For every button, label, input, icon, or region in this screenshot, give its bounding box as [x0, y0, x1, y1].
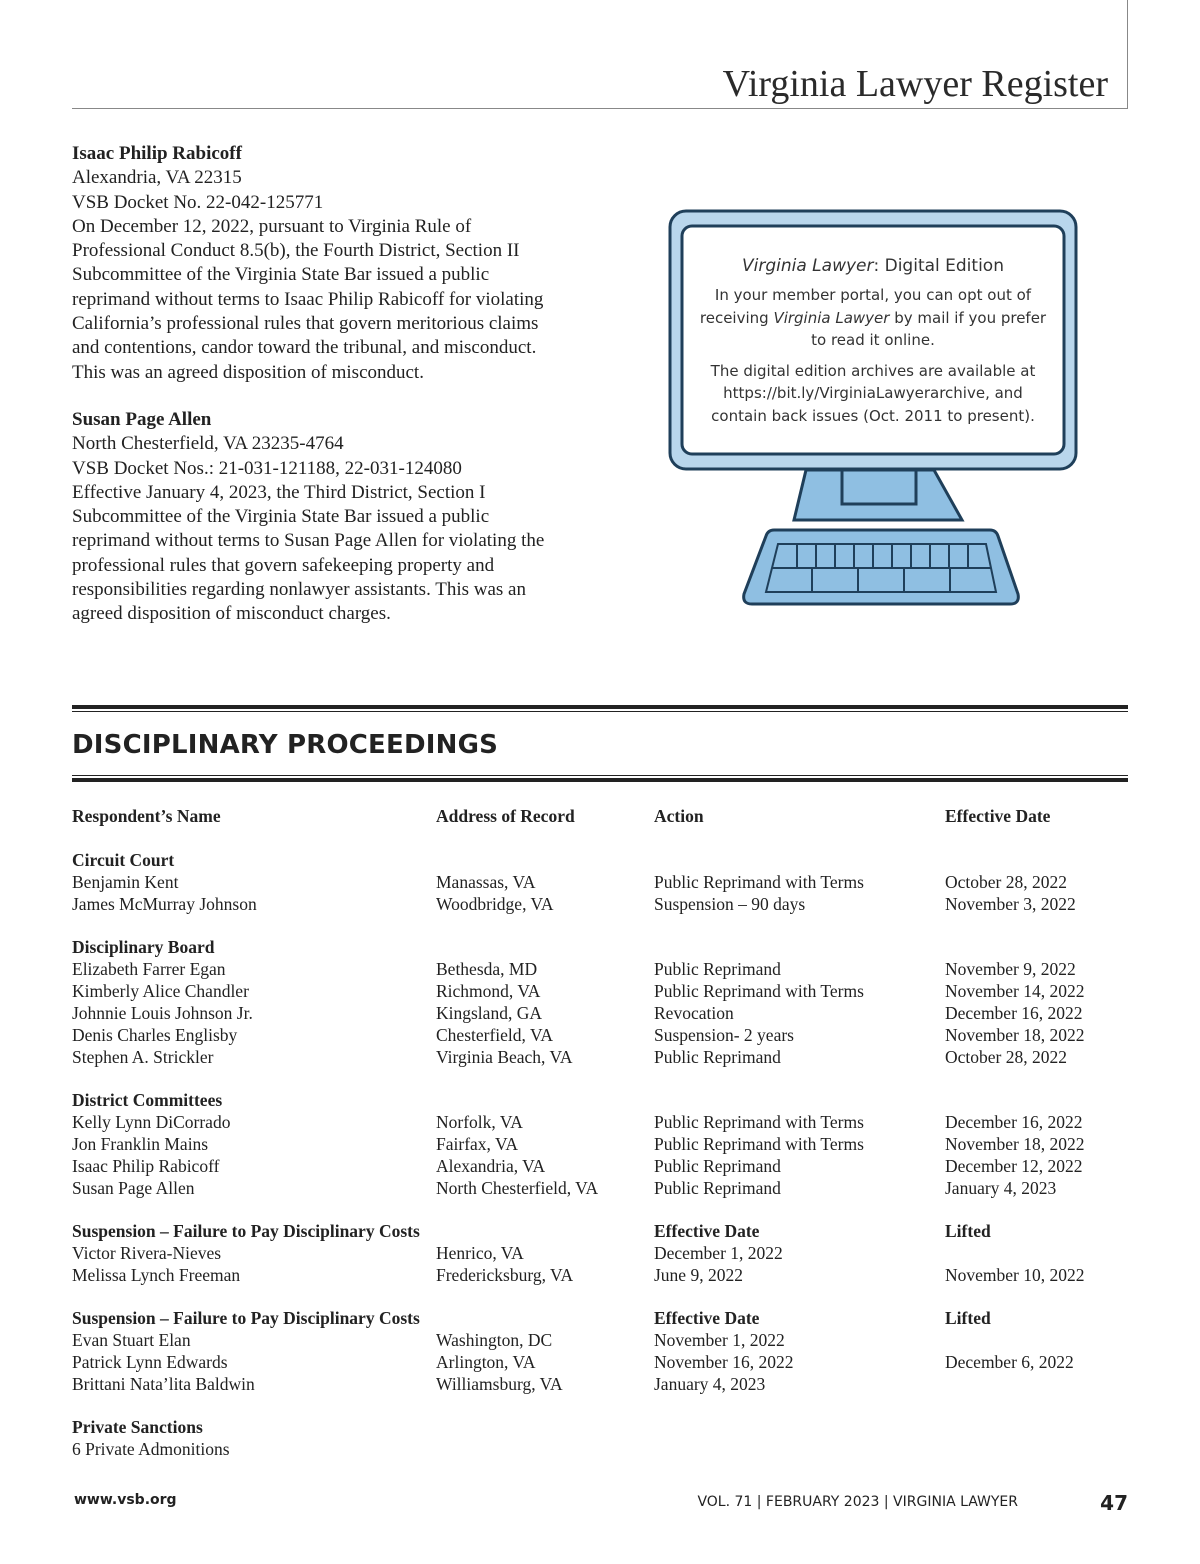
table-row [72, 1155, 1128, 1177]
lifted-date: November 10, 2022 [945, 1265, 1085, 1285]
effective-date: November 14, 2022 [945, 981, 1085, 1001]
table-row [72, 893, 1128, 915]
table-row [72, 1438, 1128, 1460]
group-heading [72, 849, 1128, 871]
address: Washington, DC [436, 1330, 553, 1350]
effective-date: December 16, 2022 [945, 1112, 1083, 1132]
table-row [72, 1024, 1128, 1046]
respondent-name: Evan Stuart Elan [72, 1330, 191, 1350]
digital-edition-callout [666, 208, 1080, 608]
entry-line: VSB Docket Nos.: 21-031-121188, 22-031-124080 [72, 457, 462, 479]
effective-date: November 9, 2022 [945, 959, 1076, 979]
respondent-name: Susan Page Allen [72, 1178, 195, 1198]
respondent-name: Elizabeth Farrer Egan [72, 959, 226, 979]
action: Public Reprimand [654, 1178, 781, 1198]
respondent-name: Johnnie Louis Johnson Jr. [72, 1003, 253, 1023]
respondent-name: Victor Rivera-Nieves [72, 1243, 222, 1263]
section-top-rule [72, 705, 1128, 712]
respondent-name: Brittani Nata’lita Baldwin [72, 1374, 255, 1394]
text-line: The digital edition archives are available at [710, 361, 1036, 380]
action: Public Reprimand with Terms [654, 1112, 864, 1132]
running-header-title: Virginia Lawyer Register [722, 63, 1108, 105]
column-header-date: Effective Date [945, 806, 1051, 826]
entry-line: agreed disposition of misconduct charges. [72, 603, 391, 625]
archive-paragraph [686, 360, 1060, 428]
archive-link[interactable]: https://bit.ly/VirginiaLawyerarchive, and [723, 384, 1023, 402]
group-heading-label: District Committees [72, 1090, 223, 1110]
effective-date: November 18, 2022 [945, 1025, 1085, 1045]
action: Public Reprimand [654, 959, 781, 979]
column-header-address: Address of Record [436, 806, 575, 826]
respondent-name: Isaac Philip Rabicoff [72, 1156, 220, 1176]
respondent-name: Melissa Lynch Freeman [72, 1265, 241, 1285]
table-row [72, 871, 1128, 893]
entry-line: Professional Conduct 8.5(b), the Fourth District, Section II [72, 240, 520, 262]
address: Manassas, VA [436, 872, 536, 892]
address: Kingsland, GA [436, 1003, 542, 1023]
action: Public Reprimand with Terms [654, 1134, 864, 1154]
table-row [72, 1046, 1128, 1068]
address: Arlington, VA [436, 1352, 536, 1372]
address: Williamsburg, VA [436, 1374, 563, 1394]
effective-date: November 1, 2022 [654, 1330, 785, 1350]
magazine-name: Virginia Lawyer [742, 256, 874, 276]
address: North Chesterfield, VA [436, 1178, 599, 1198]
entry-line: Alexandria, VA 22315 [72, 167, 242, 189]
entry-line: Subcommittee of the Virginia State Bar issued a public [72, 264, 490, 286]
register-entry [72, 142, 592, 385]
private-sanction-count: 6 Private Admonitions [72, 1439, 230, 1459]
text-line: receiving [699, 308, 774, 327]
respondent-name: Jon Franklin Mains [72, 1134, 209, 1154]
group-heading-effective-date: Effective Date [654, 1308, 760, 1328]
header-rule [72, 108, 1128, 109]
section-bottom-rule [72, 775, 1128, 782]
entry-line: and contentions, candor toward the tribunal, and misconduct. [72, 337, 537, 359]
lifted-date: December 6, 2022 [945, 1352, 1074, 1372]
table-row [72, 1329, 1128, 1351]
group-heading [72, 1307, 1128, 1329]
group-heading [72, 1089, 1128, 1111]
entry-line: California’s professional rules that govern meritorious claims [72, 313, 539, 335]
group-heading [72, 1220, 1128, 1242]
entry-line: VSB Docket No. 22-042-125771 [72, 191, 324, 213]
table-row [72, 1111, 1128, 1133]
action: Public Reprimand [654, 1156, 781, 1176]
action: Public Reprimand with Terms [654, 981, 864, 1001]
table-row [72, 1133, 1128, 1155]
group-heading-label: Suspension – Failure to Pay Disciplinary Costs [72, 1221, 420, 1241]
effective-date: October 28, 2022 [945, 1047, 1067, 1067]
footer-website-link[interactable]: www.vsb.org [74, 1492, 177, 1508]
entry-line: This was an agreed disposition of misconduct. [72, 361, 424, 383]
address: Fredericksburg, VA [436, 1265, 574, 1285]
digital-edition-text [686, 254, 1060, 435]
address: Bethesda, MD [436, 959, 538, 979]
effective-date: June 9, 2022 [654, 1265, 743, 1285]
text-line: by mail if you prefer [889, 308, 1047, 327]
respondent-name: Kimberly Alice Chandler [72, 981, 249, 1001]
effective-date: November 18, 2022 [945, 1134, 1085, 1154]
text-line: to read it online. [811, 331, 935, 349]
address: Richmond, VA [436, 981, 541, 1001]
table-row [72, 1351, 1128, 1373]
digital-edition-title [686, 254, 1060, 278]
action: Revocation [654, 1003, 734, 1023]
respondent-name: Kelly Lynn DiCorrado [72, 1112, 231, 1132]
action: Public Reprimand with Terms [654, 872, 864, 892]
entry-line: responsibilities regarding nonlawyer assistants. This was an [72, 579, 526, 601]
page-number: 47 [1100, 1491, 1128, 1515]
table-row [72, 1177, 1128, 1199]
register-entry [72, 408, 592, 627]
effective-date: October 28, 2022 [945, 872, 1067, 892]
action: Public Reprimand [654, 1047, 781, 1067]
address: Henrico, VA [436, 1243, 524, 1263]
digital-edition-label: : Digital Edition [873, 256, 1004, 276]
address: Chesterfield, VA [436, 1025, 553, 1045]
table-row [72, 1242, 1128, 1264]
table-row [72, 1373, 1128, 1395]
group-heading [72, 1416, 1128, 1438]
effective-date: November 16, 2022 [654, 1352, 794, 1372]
action: Suspension – 90 days [654, 894, 806, 914]
entry-line: Effective January 4, 2023, the Third District, Section I [72, 481, 486, 503]
effective-date: January 4, 2023 [945, 1178, 1057, 1198]
table-row [72, 1264, 1128, 1286]
footer-issue-info: VOL. 71 | FEBRUARY 2023 | VIRGINIA LAWYER [697, 1494, 1018, 1510]
group-heading-label: Disciplinary Board [72, 937, 215, 957]
entry-line: On December 12, 2022, pursuant to Virginia Rule of [72, 215, 472, 237]
table-row [72, 980, 1128, 1002]
effective-date: December 1, 2022 [654, 1243, 783, 1263]
column-header-name: Respondent’s Name [72, 806, 221, 826]
entry-name: Isaac Philip Rabicoff [72, 143, 242, 164]
opt-out-paragraph [686, 284, 1060, 352]
group-heading [72, 936, 1128, 958]
column-header-action: Action [654, 806, 704, 826]
entry-line: reprimand without terms to Isaac Philip Rabicoff for violating [72, 288, 544, 310]
group-heading-effective-date: Effective Date [654, 1221, 760, 1241]
address: Virginia Beach, VA [436, 1047, 573, 1067]
address: Fairfax, VA [436, 1134, 518, 1154]
group-heading-label: Private Sanctions [72, 1417, 203, 1437]
table-header [72, 805, 1128, 827]
effective-date: January 4, 2023 [654, 1374, 766, 1394]
table-row [72, 958, 1128, 980]
respondent-name: Stephen A. Strickler [72, 1047, 214, 1067]
entry-line: professional rules that govern safekeeping property and [72, 554, 495, 576]
group-heading-lifted: Lifted [945, 1308, 991, 1328]
respondent-name: Denis Charles Englisby [72, 1025, 238, 1045]
entry-line: reprimand without terms to Susan Page Allen for violating the [72, 530, 545, 552]
group-heading-label: Circuit Court [72, 850, 175, 870]
effective-date: December 16, 2022 [945, 1003, 1083, 1023]
address: Woodbridge, VA [436, 894, 554, 914]
table-row [72, 1002, 1128, 1024]
group-heading-label: Suspension – Failure to Pay Disciplinary Costs [72, 1308, 420, 1328]
address: Norfolk, VA [436, 1112, 523, 1132]
respondent-name: James McMurray Johnson [72, 894, 257, 914]
header-vertical-rule [1127, 0, 1128, 109]
entry-name: Susan Page Allen [72, 409, 212, 430]
address: Alexandria, VA [436, 1156, 546, 1176]
magazine-name: Virginia Lawyer [773, 308, 890, 327]
monitor-neck [842, 470, 916, 504]
action: Suspension- 2 years [654, 1025, 794, 1045]
text-line: In your member portal, you can opt out of [714, 286, 1032, 304]
respondent-name: Patrick Lynn Edwards [72, 1352, 228, 1372]
entry-line: Subcommittee of the Virginia State Bar issued a public [72, 506, 490, 528]
effective-date: December 12, 2022 [945, 1156, 1083, 1176]
text-line: contain back issues (Oct. 2011 to present). [711, 406, 1035, 425]
entry-line: North Chesterfield, VA 23235-4764 [72, 433, 344, 455]
group-heading-lifted: Lifted [945, 1221, 991, 1241]
respondent-name: Benjamin Kent [72, 872, 179, 892]
effective-date: November 3, 2022 [945, 894, 1076, 914]
section-title: DISCIPLINARY PROCEEDINGS [72, 730, 499, 760]
